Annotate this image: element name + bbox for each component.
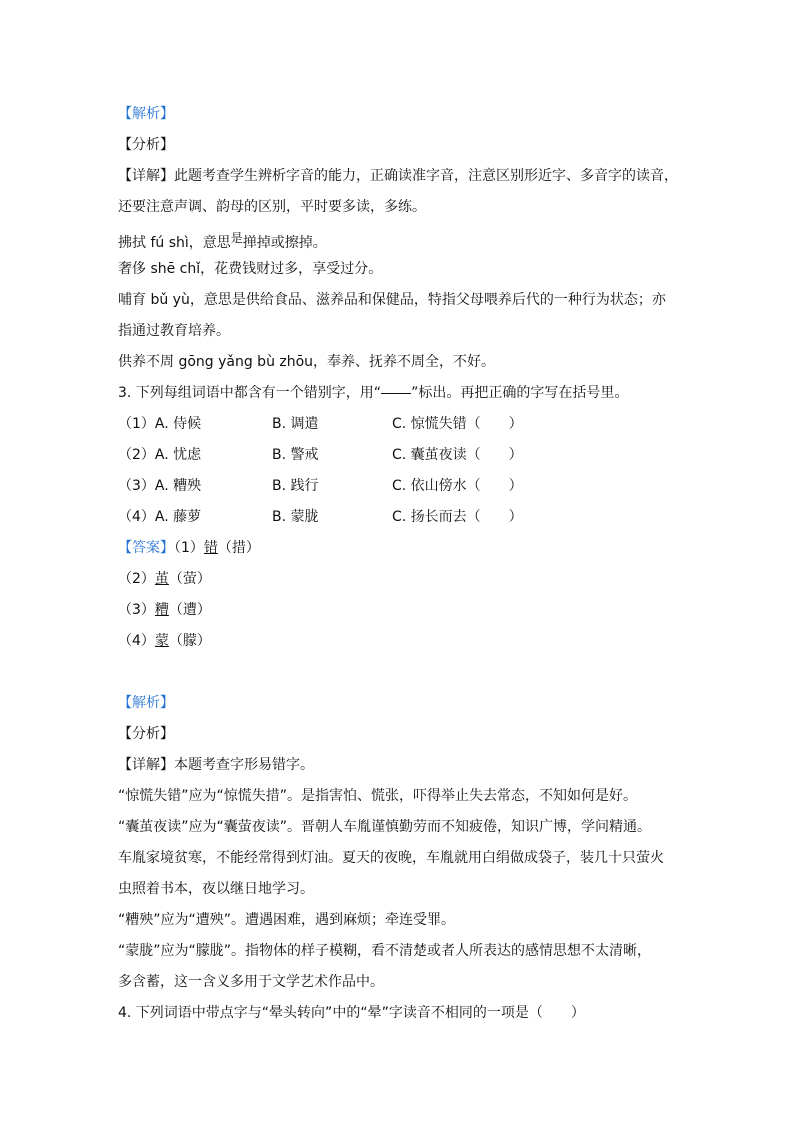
xiangjie-text: 此题考查学生辨析字音的能力，正确读准字音，注意区别形近字、多音字的读音，: [174, 168, 678, 184]
explanation-line: “糟殃”应为“遭殃”。遭遇困难，遇到麻烦；牵连受罪。: [118, 912, 456, 928]
pinyin-item-3b: 指通过教育培养。: [118, 323, 230, 339]
q3-row4-a: （4）A. 藤萝: [118, 509, 202, 525]
explanation-line: 虫照着书本，夜以继日地学习。: [118, 881, 314, 897]
q3-row3-c: C. 依山傍水（ ）: [392, 478, 523, 494]
answer-num: （3）: [118, 602, 155, 618]
q3-stem-pre: 3. 下列每组词语中都含有一个错别字，用“: [118, 385, 382, 401]
q3-row3-a: （3）A. 糟殃: [118, 478, 202, 494]
xiangjie-tag-2: 【详解】: [118, 757, 174, 773]
q3-row3-b: B. 践行: [272, 478, 319, 494]
jiexi-heading-2: 【解析】: [118, 695, 174, 711]
explanation-line: “惊慌失错”应为“惊慌失措”。是指害怕、慌张，吓得举止失去常态，不知如何是好。: [118, 788, 638, 804]
explanation-line: “囊茧夜读”应为“囊萤夜读”。晋朝人车胤谨慎勤劳而不知疲倦，知识广博，学问精通。: [118, 819, 652, 835]
q3-row4-b: B. 蒙胧: [272, 509, 319, 525]
answer-correct-char: （朦）: [168, 633, 211, 649]
fenxi-heading: 【分析】: [118, 137, 174, 153]
explanation-line: 车胤家境贫寒，不能经常得到灯油。夏天的夜晚，车胤就用白绢做成袋子，装几十只萤火: [118, 850, 664, 866]
answer-2: [118, 569, 211, 589]
q3-row1-b: B. 调遣: [272, 416, 319, 432]
fenxi-heading-2: 【分析】: [118, 726, 174, 742]
q3-blank-underline: [381, 393, 411, 394]
answer-1: [118, 538, 260, 558]
answer-num: （2）: [118, 571, 155, 587]
answer-tag: 【答案】: [118, 540, 174, 556]
explanation-line: “蒙胧”应为“朦胧”。指物体的样子模糊，看不清楚或者人所表达的感情思想不太清晰，: [118, 943, 652, 959]
q3-stem-post: ”标出。再把正确的字写在括号里。: [411, 385, 629, 401]
question-3-stem: [118, 383, 628, 403]
pinyin-item-1: [118, 228, 327, 253]
q3-row2-a: （2）A. 忧虑: [118, 447, 202, 463]
answer-num: （1）: [174, 540, 204, 556]
q3-row1-c: C. 惊慌失错（ ）: [392, 416, 523, 432]
jiexi-heading: 【解析】: [118, 106, 174, 122]
answer-wrong-char: 错: [203, 540, 218, 556]
q3-row1-a: （1）A. 侍候: [118, 416, 202, 432]
pinyin-item-2: 奢侈 shē chǐ，花费钱财过多，享受过分。: [118, 261, 383, 277]
xiangjie-tag: 【详解】: [118, 168, 174, 184]
answer-wrong-char: 茧: [154, 571, 169, 587]
answer-correct-char: （遭）: [168, 602, 211, 618]
answer-correct-char: （措）: [217, 540, 260, 556]
answer-wrong-char: 糟: [154, 602, 169, 618]
answer-4: [118, 631, 211, 651]
xiangjie-paragraph: [118, 166, 678, 186]
answer-num: （4）: [118, 633, 155, 649]
xiangjie-text-2: 本题考查字形易错字。: [174, 757, 314, 773]
q3-row4-c: C. 扬长而去（ ）: [392, 509, 523, 525]
item1-sup: 是: [230, 231, 243, 245]
explanation-line: 多含蓄，这一含义多用于文学艺术作品中。: [118, 974, 384, 990]
pinyin-item-4: 供养不周 gōng yǎng bù zhōu，奉养、抚养不周全，不好。: [118, 354, 496, 370]
xiangjie-paragraph-2: [118, 755, 314, 775]
question-4-stem: 4. 下列词语中带点字与“晕头转向”中的“晕”字读音不相同的一项是（ ）: [118, 1005, 585, 1021]
answer-wrong-char: 蒙: [154, 633, 169, 649]
item1-post: 掸掉或擦掉。: [242, 235, 327, 251]
q3-row2-c: C. 囊茧夜读（ ）: [392, 447, 523, 463]
answer-correct-char: （萤）: [168, 571, 211, 587]
xiangjie-line2: 还要注意声调、韵母的区别，平时要多读，多练。: [118, 199, 426, 215]
answer-3: [118, 600, 211, 620]
item1-pre: 拂拭 fú shì，意思: [118, 235, 231, 251]
q3-row2-b: B. 警戒: [272, 447, 319, 463]
pinyin-item-3a: 哺育 bǔ yù，意思是供给食品、滋养品和保健品，特指父母喂养后代的一种行为状态；亦: [118, 292, 666, 308]
